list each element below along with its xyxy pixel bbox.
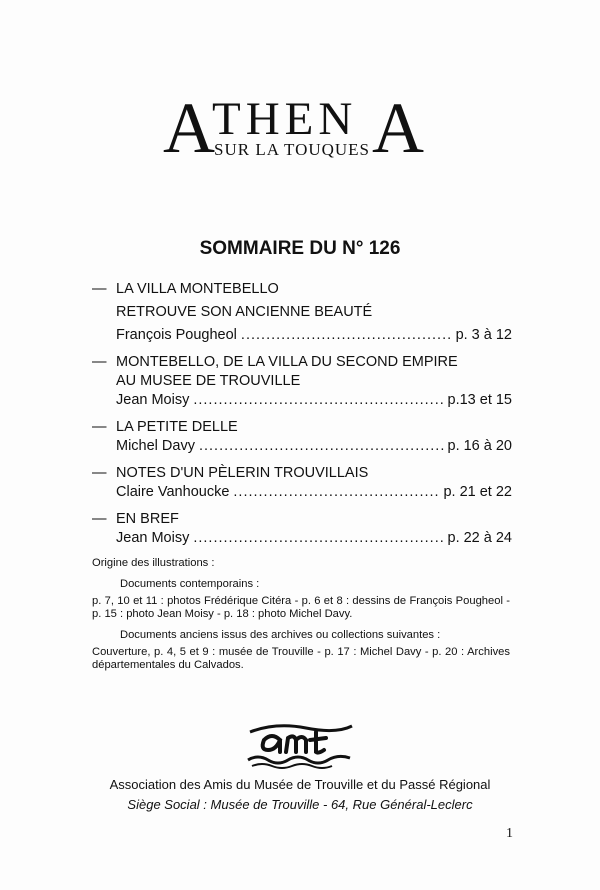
leader-dots	[193, 529, 443, 548]
toc-entry	[92, 418, 512, 456]
contemporary-label: Documents contemporains :	[120, 578, 260, 590]
table-of-contents	[92, 280, 512, 556]
entry-title: NOTES D'UN PÈLERIN TROUVILLAIS	[116, 465, 369, 481]
entry-author: Michel Davy	[116, 438, 195, 454]
credits-label: Origine des illustrations :	[92, 557, 215, 569]
entry-author: François Pougheol	[116, 327, 237, 343]
illustration-credits	[92, 557, 510, 672]
entry-dash: —	[92, 465, 107, 481]
entry-dash: —	[92, 281, 107, 297]
association-logo	[246, 720, 356, 770]
ancient-text: Couverture, p. 4, 5 et 9 : musée de Trouville - p. 17 : Michel Davy - p. 20 : Archives départementales du Calvados.	[92, 646, 510, 671]
toc-entry	[92, 464, 512, 502]
leader-dots	[199, 437, 444, 456]
footer	[0, 776, 600, 814]
entry-pages: p. 3 à 12	[455, 327, 512, 343]
masthead-last-letter: A	[372, 88, 424, 168]
entry-author: Claire Vanhoucke	[116, 484, 230, 500]
logo-text: amt	[301, 764, 303, 765]
masthead-first-letter: A	[163, 88, 215, 168]
masthead-subtitle: SUR LA TOUQUES	[214, 140, 371, 159]
entry-pages: p. 22 à 24	[447, 530, 512, 546]
entry-title: EN BREF	[116, 511, 179, 527]
toc-entry	[92, 510, 512, 548]
entry-pages: p. 16 à 20	[447, 438, 512, 454]
entry-dash: —	[92, 511, 107, 527]
entry-author: Jean Moisy	[116, 392, 190, 408]
entry-pages: p. 21 et 22	[443, 484, 512, 500]
toc-entry	[92, 353, 512, 410]
entry-title: RETROUVE SON ANCIENNE BEAUTÉ	[116, 304, 373, 320]
entry-author: Jean Moisy	[116, 530, 190, 546]
entry-title: MONTEBELLO, DE LA VILLA DU SECOND EMPIRE	[116, 354, 458, 370]
contemporary-text: p. 7, 10 et 11 : photos Frédérique Citéra - p. 6 et 8 : dessins de François Pougheol - p. 15 : photo Jean Moisy - p. 18 : photo Michel Davy.	[92, 595, 510, 620]
entry-dash: —	[92, 419, 107, 435]
entry-title: AU MUSEE DE TROUVILLE	[116, 373, 301, 389]
entry-pages: p.13 et 15	[447, 392, 512, 408]
leader-dots	[241, 326, 452, 345]
masthead-title: THEN	[212, 93, 358, 145]
leader-dots	[233, 483, 439, 502]
entry-dash: —	[92, 354, 107, 370]
head-office: Siège Social : Musée de Trouville - 64, Rue Général-Leclerc	[127, 797, 473, 812]
amt-logo-icon	[246, 720, 356, 770]
entry-title: LA VILLA MONTEBELLO	[116, 281, 279, 297]
leader-dots	[193, 391, 443, 410]
page-number: 1	[506, 826, 513, 841]
ancient-label: Documents anciens issus des archives ou collections suivantes :	[120, 629, 441, 641]
toc-entry	[92, 280, 512, 345]
masthead	[0, 88, 600, 168]
summary-heading: SOMMAIRE DU N° 126	[199, 238, 401, 259]
association-name: Association des Amis du Musée de Trouville et du Passé Régional	[109, 777, 491, 792]
entry-title: LA PETITE DELLE	[116, 419, 238, 435]
